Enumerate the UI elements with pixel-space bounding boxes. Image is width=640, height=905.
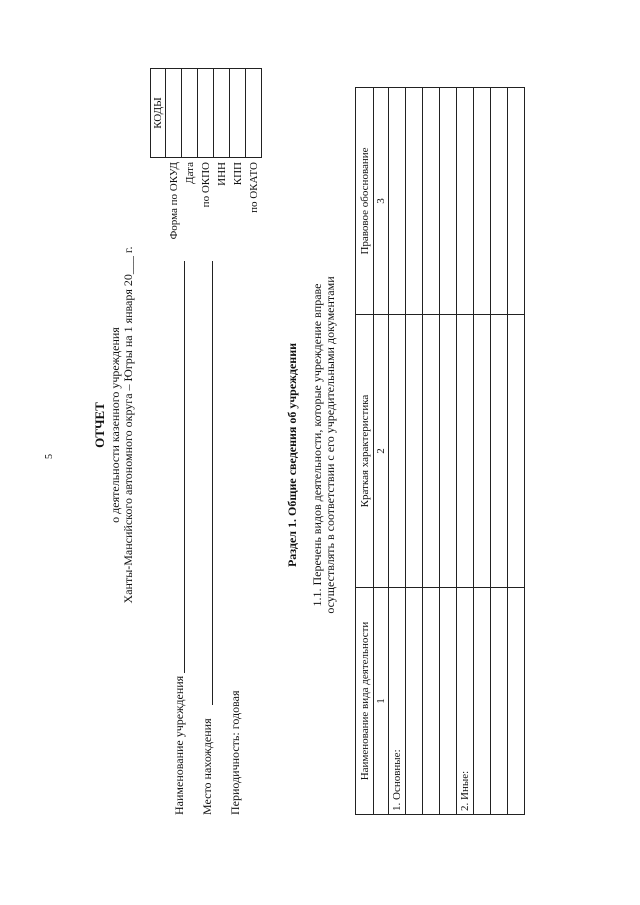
table-row xyxy=(474,88,491,815)
table-row xyxy=(423,88,440,815)
codes-row-label: КПП xyxy=(231,162,244,186)
codes-header: КОДЫ xyxy=(151,69,166,158)
table-cell xyxy=(491,588,508,815)
institution-name-line xyxy=(184,261,185,673)
page-number: 5 xyxy=(44,454,55,459)
table-cell xyxy=(406,88,423,315)
table-cell xyxy=(457,315,474,588)
table-cell xyxy=(389,315,406,588)
codes-row-label: ИНН xyxy=(215,162,228,186)
table-cell xyxy=(423,588,440,815)
activities-table xyxy=(355,87,525,815)
table-row xyxy=(389,88,406,815)
codes-row-value xyxy=(166,69,182,158)
codes-row-value xyxy=(182,69,198,158)
column-number: 3 xyxy=(374,88,389,315)
table-cell xyxy=(457,88,474,315)
group-label-other: 2. Иные: xyxy=(457,588,474,815)
subsection-title-line1: 1.1. Перечень видов деятельности, которые учреждение вправе xyxy=(310,283,324,607)
table-cell xyxy=(508,88,525,315)
column-header: Наименование вида деятельности xyxy=(356,588,374,815)
codes-row-value xyxy=(230,69,246,158)
table-cell xyxy=(423,315,440,588)
report-region-line: Ханты-Мансийского автономного округа – Югры на 1 января 20___ г. xyxy=(121,246,135,604)
codes-row-label: Дата xyxy=(183,162,196,184)
table-row xyxy=(491,88,508,815)
table-row xyxy=(508,88,525,815)
institution-name-label: Наименование учреждения xyxy=(172,675,186,815)
table-cell xyxy=(440,315,457,588)
codes-table xyxy=(150,68,262,250)
periodicity-label: Периодичность: годовая xyxy=(228,690,242,815)
table-cell xyxy=(474,315,491,588)
codes-row-value xyxy=(198,69,214,158)
codes-row-label: по ОКАТО xyxy=(247,162,260,213)
table-cell xyxy=(508,588,525,815)
table-cell xyxy=(406,588,423,815)
section-title: Раздел 1. Общие сведения об учреждении xyxy=(285,342,299,568)
report-subtitle: о деятельности казенного учреждения xyxy=(108,327,122,523)
location-label: Место нахождения xyxy=(200,718,214,815)
table-cell xyxy=(440,88,457,315)
report-title: ОТЧЕТ xyxy=(92,402,107,448)
table-cell xyxy=(491,315,508,588)
column-number: 1 xyxy=(374,588,389,815)
table-cell xyxy=(423,88,440,315)
column-header: Правовое обоснование xyxy=(356,88,374,315)
table-cell xyxy=(508,315,525,588)
table-cell xyxy=(406,315,423,588)
table-cell xyxy=(491,88,508,315)
table-cell xyxy=(389,88,406,315)
table-row xyxy=(406,88,423,815)
codes-row-label: по ОКПО xyxy=(199,162,212,208)
table-row xyxy=(457,88,474,815)
table-cell xyxy=(474,588,491,815)
location-line xyxy=(212,261,213,705)
codes-row-value xyxy=(246,69,262,158)
codes-row-value xyxy=(214,69,230,158)
table-row xyxy=(440,88,457,815)
column-header: Краткая характеристика xyxy=(356,315,374,588)
table-cell xyxy=(440,588,457,815)
column-number: 2 xyxy=(374,315,389,588)
group-label-main: 1. Основные: xyxy=(389,588,406,815)
codes-row-label: Форма по ОКУД xyxy=(167,162,180,240)
subsection-title-line2: осуществлять в соответствии с его учредительными документами xyxy=(323,276,337,614)
table-cell xyxy=(474,88,491,315)
